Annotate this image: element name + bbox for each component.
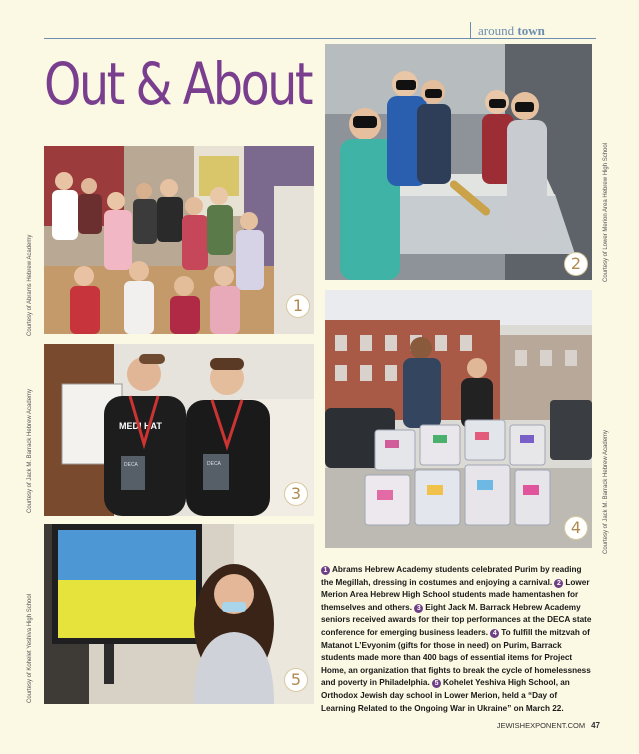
- page-number: 47: [591, 721, 600, 730]
- credit-photo-3: Courtesy of Jack M. Barrack Hebrew Academy: [27, 388, 33, 513]
- credit-photo-4: Courtesy of Jack M. Barrack Hebrew Academy: [603, 429, 609, 554]
- award-text-left: DECA: [124, 462, 138, 468]
- credit-photo-1: Courtesy of Abrams Hebrew Academy: [27, 234, 33, 336]
- photo-number-4: 4: [564, 516, 588, 540]
- caption-number-5: 5: [432, 679, 441, 688]
- credit-photo-5: Courtesy of Kohelet Yeshiva High School: [27, 593, 33, 703]
- caption-number-1: 1: [321, 566, 330, 575]
- photo-deca-awards: [44, 344, 314, 516]
- caption-4: To fulfill the mitzvah of Matanot L’Evyonim (gifts for those in need) on Purim, Barrack students made more than 400 bags of essential items for Project Home, an organization that fights to break the cycle of homelessness and poverty in Philadelphia.: [321, 627, 591, 688]
- section-bold: town: [517, 23, 545, 38]
- caption-number-4: 4: [490, 629, 499, 638]
- caption-3: Eight Jack M. Barrack Hebrew Academy seniors received awards for their top performances at the DECA state conference for emerging business leaders.: [321, 602, 592, 637]
- photo-number-2: 2: [564, 252, 588, 276]
- captions: [321, 564, 593, 715]
- section-label: [478, 23, 545, 39]
- photo-number-3: 3: [284, 482, 308, 506]
- photo-number-5: 5: [284, 668, 308, 692]
- photo-day-of-learning: [44, 524, 314, 704]
- award-text-right: DECA: [207, 461, 221, 467]
- shirt-text: MEDI HAT: [119, 421, 162, 431]
- caption-number-2: 2: [554, 579, 563, 588]
- photo-purim-costumes: [44, 146, 314, 334]
- caption-5: Kohelet Yeshiva High School, an Orthodox Jewish day school in Lower Merion, held a “Day of Learning Related to the Ongoing War in Ukraine” on March 22.: [321, 678, 570, 713]
- photo-number-1: 1: [286, 294, 310, 318]
- page-footer: [497, 721, 600, 730]
- caption-number-3: 3: [414, 604, 423, 613]
- footer-site: JEWISHEXPONENT.COM: [496, 721, 586, 730]
- caption-1: Abrams Hebrew Academy students celebrated Purim by reading the Megillah, dressing in costumes and enjoying a carnival.: [321, 565, 582, 587]
- credit-photo-2: Courtesy of Lower Merion Area Hebrew High School: [603, 142, 609, 282]
- caption-2: Lower Merion Area Hebrew High School students made hamentashen for themselves and others.: [321, 577, 590, 612]
- photo-gift-bags: [325, 290, 592, 548]
- photo-hamentashen-baking: [325, 44, 592, 280]
- page-title: Out & About: [44, 50, 312, 118]
- section-prefix: around: [478, 23, 515, 38]
